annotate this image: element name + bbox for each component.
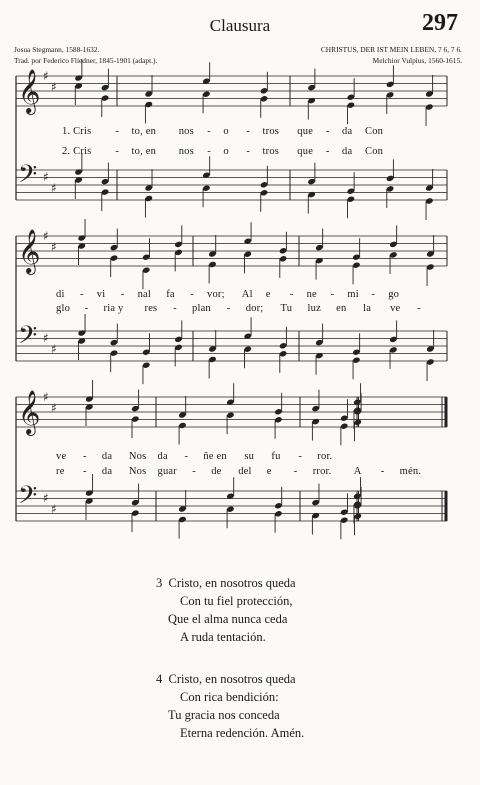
lyric-syllable: rror.	[312, 466, 332, 477]
sharp-icon: ♯	[43, 229, 49, 243]
lyric-syllable: -	[380, 466, 385, 477]
lyric-syllable: nos	[178, 146, 194, 157]
lyric-syllable: -	[298, 451, 303, 462]
tune-credit: CHRISTUS, DER IST MEIN LEBEN, 7 6, 7 6.	[320, 45, 462, 54]
lyric-syllable: tros	[262, 146, 280, 157]
final-barline	[445, 491, 448, 521]
sharp-icon: ♯	[51, 502, 57, 516]
treble-clef-icon: 𝄞	[18, 390, 41, 434]
lyric-syllable: -	[246, 146, 251, 157]
lyric-syllable: en	[336, 303, 347, 314]
composer-credit: Melchior Vulpius, 1560-1615.	[372, 56, 462, 65]
stanza-line: A ruda tentación.	[180, 630, 266, 644]
stanza-line: Cristo, en nosotros queda	[168, 576, 296, 590]
lyric-syllable: -	[190, 289, 194, 300]
stanza-line: Tu gracia nos conceda	[168, 708, 280, 722]
treble-clef-icon: 𝄞	[18, 229, 41, 273]
lyric-syllable: o	[223, 146, 229, 157]
lyric-syllable: A	[353, 466, 362, 477]
bass-clef-icon: 𝄢	[18, 321, 38, 356]
lyric-syllable: mén.	[399, 466, 422, 477]
lyric-syllable: de	[211, 466, 222, 477]
final-barline	[445, 397, 448, 427]
lyric-syllable: -	[83, 451, 87, 462]
lyric-syllable: re	[56, 466, 65, 477]
lyric-syllable: da	[342, 126, 353, 137]
lyric-syllable: -	[207, 126, 211, 137]
lyric-syllable: -	[246, 126, 251, 137]
lyric-syllable: guar	[157, 466, 177, 477]
lyric-syllable: ne	[306, 289, 317, 300]
lyric-syllable: e	[266, 466, 272, 477]
lyric-syllable: nos	[178, 126, 194, 137]
lyric-syllable: dor;	[245, 303, 264, 314]
lyric-syllable: ror.	[317, 451, 333, 462]
stanza-4	[156, 670, 304, 742]
sharp-icon: ♯	[51, 80, 57, 94]
lyric-syllable: Nos	[128, 451, 147, 462]
stanza-number: 4	[156, 672, 163, 686]
lyric-syllable: -	[120, 289, 125, 300]
sharp-icon: ♯	[51, 342, 57, 356]
lyric-syllable: nal	[137, 289, 152, 300]
lyric-syllable: Al	[241, 289, 253, 300]
lyric-syllable: -	[192, 466, 196, 477]
lyric-syllable: Tu	[280, 303, 293, 314]
lyric-syllable: -	[173, 303, 177, 314]
lyric-syllable: la	[363, 303, 372, 314]
bass-clef-icon: 𝄢	[18, 481, 38, 516]
lyric-syllable: ñe en	[203, 451, 227, 462]
lyric-syllable: luz	[307, 303, 321, 314]
sharp-icon: ♯	[51, 240, 57, 254]
lyric-syllable: res	[144, 303, 158, 314]
sharp-icon: ♯	[43, 170, 49, 184]
lyric-syllable: -	[115, 126, 120, 137]
lyric-syllable: fu	[271, 451, 281, 462]
lyric-syllable: e	[265, 289, 271, 300]
hymn-number: 297	[422, 10, 458, 36]
lyric-syllable: Con	[365, 126, 384, 137]
sharp-icon: ♯	[43, 491, 49, 505]
lyric-syllable: ria y	[103, 303, 124, 314]
lyric-syllable: tros	[262, 126, 280, 137]
stanza-line: Con tu fiel protección,	[180, 594, 293, 608]
lyric-syllable: glo	[56, 303, 71, 314]
sharp-icon: ♯	[43, 331, 49, 345]
lyric-syllable: del	[238, 466, 252, 477]
lyric-syllable: -	[226, 303, 231, 314]
lyric-syllable: -	[371, 289, 376, 300]
stanza-line: Eterna redención. Amén.	[180, 726, 305, 740]
translator-credit: Trad. por Federico Fliedner, 1845-1901 (adapt.).	[14, 56, 158, 65]
sharp-icon: ♯	[51, 181, 57, 195]
lyric-syllable: to, en	[131, 146, 157, 157]
lyric-syllable: Con	[365, 146, 384, 157]
lyric-syllable: -	[417, 303, 421, 314]
lyric-syllable: plan	[192, 303, 211, 314]
lyric-syllable: Nos	[128, 466, 147, 477]
lyric-syllable: fa	[166, 289, 175, 300]
lyric-syllable: di	[56, 289, 65, 300]
sharp-icon: ♯	[43, 390, 49, 404]
stanza-3	[156, 574, 296, 646]
lyric-syllable: -	[84, 303, 89, 314]
lyric-syllable: -	[325, 146, 330, 157]
hymn-title: Clausura	[209, 16, 271, 35]
sharp-icon: ♯	[43, 69, 49, 83]
lyric-syllable: to, en	[131, 126, 157, 137]
lyric-syllable: -	[330, 289, 335, 300]
lyric-syllable: ve	[390, 303, 401, 314]
lyric-syllable: -	[325, 126, 330, 137]
lyric-syllable: -	[115, 146, 120, 157]
lyric-syllable: -	[289, 289, 294, 300]
stanza-number: 3	[156, 576, 163, 590]
stanza-line: Con rica bendición:	[180, 690, 279, 704]
lyric-syllable: su	[244, 451, 255, 462]
bass-clef-icon: 𝄢	[18, 160, 38, 195]
lyric-syllable: mi	[347, 289, 359, 300]
lyric-syllable: da	[157, 451, 168, 462]
lyric-syllable: ve	[56, 451, 67, 462]
stanza-line: Cristo, en nosotros queda	[168, 672, 296, 686]
lyric-syllable: -	[293, 466, 298, 477]
lyric-syllable: -	[80, 289, 84, 300]
lyric-syllable: vor;	[207, 289, 225, 300]
lyric-syllable: que	[297, 146, 314, 157]
lyric-syllable: 2. Cris	[62, 146, 92, 157]
lyric-syllable: -	[83, 466, 87, 477]
author-credit: Josua Stegmann, 1588-1632.	[14, 45, 100, 54]
lyric-syllable: que	[297, 126, 314, 137]
lyric-syllable: 1. Cris	[62, 126, 92, 137]
lyric-syllable: o	[223, 126, 229, 137]
lyric-syllable: da	[342, 146, 353, 157]
sharp-icon: ♯	[51, 401, 57, 415]
stanza-line: Que el alma nunca ceda	[168, 612, 288, 626]
lyric-syllable: go	[388, 289, 400, 300]
lyric-syllable: vi	[96, 289, 106, 300]
lyric-syllable: da	[101, 451, 113, 462]
lyric-syllable: -	[184, 451, 189, 462]
treble-clef-icon: 𝄞	[18, 69, 41, 113]
lyric-syllable: -	[207, 146, 211, 157]
lyric-syllable: da	[101, 466, 113, 477]
